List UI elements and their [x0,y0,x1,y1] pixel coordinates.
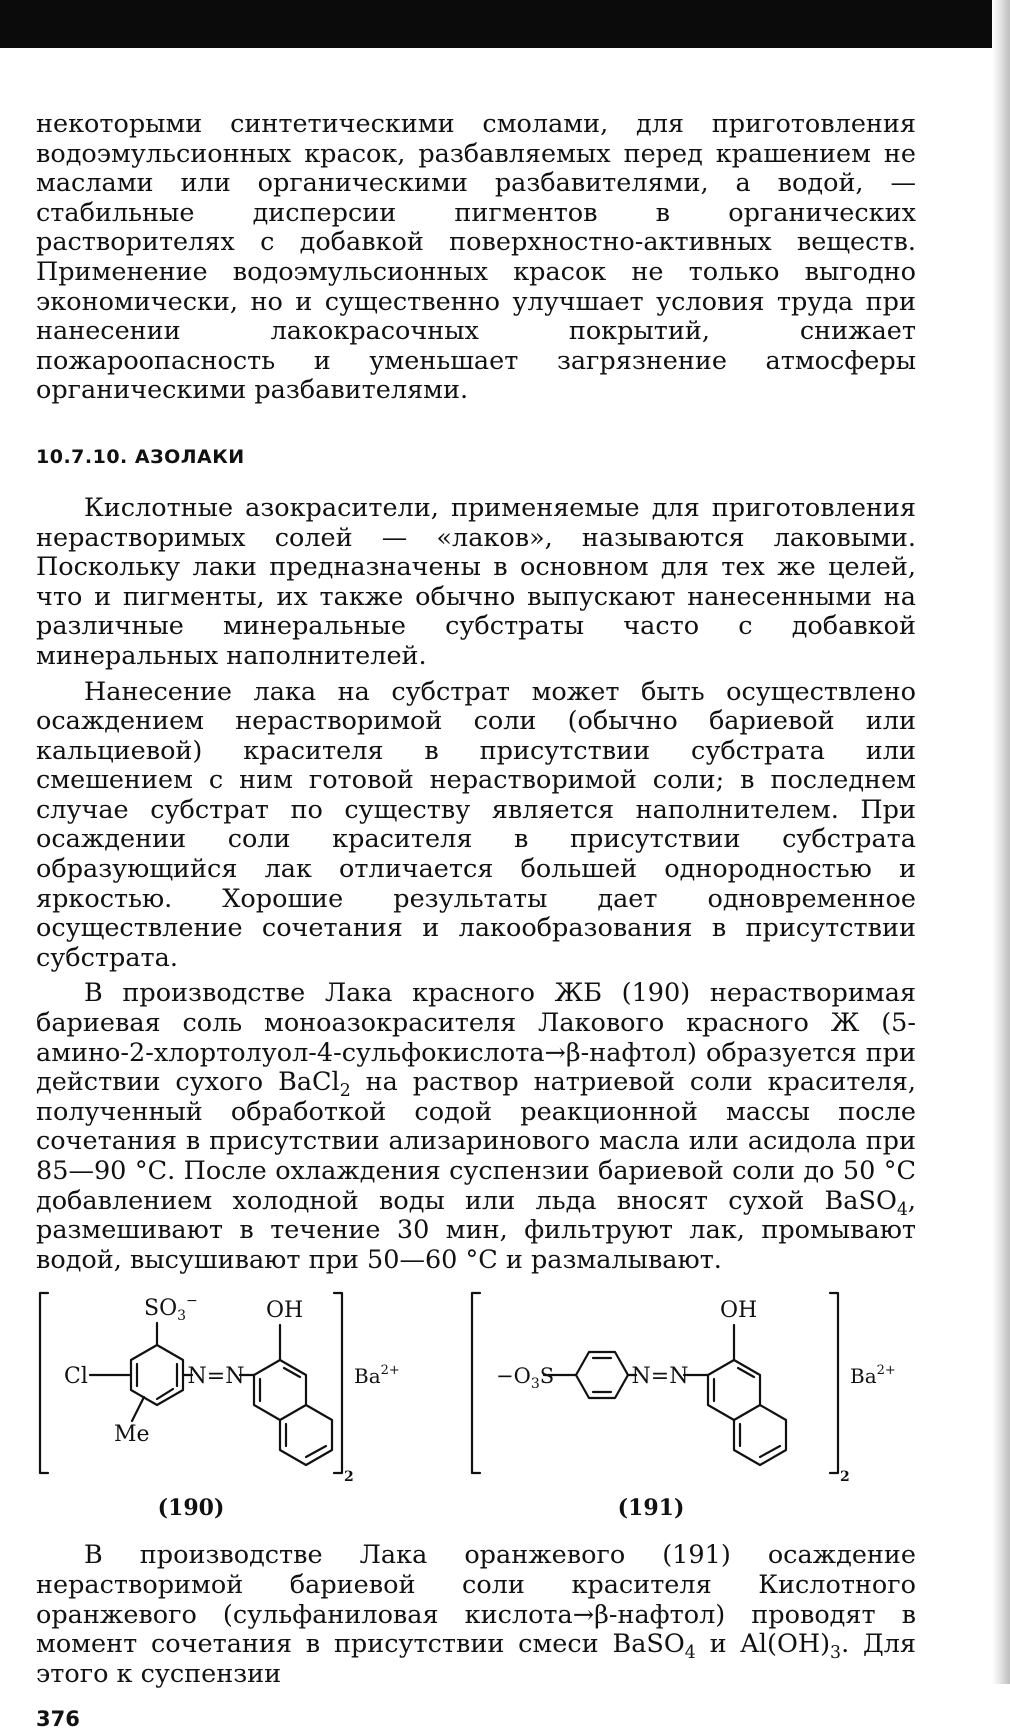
s190-count: 2 [344,1469,354,1486]
s191-compound-number: (191) [617,1495,685,1522]
paragraph-red-lake-production: В производстве Лака красного ЖБ (190) нерастворимая бариевая соль моноазокрасителя Лакового красного Ж (5-амино-2-хлортолуол-4-сульфокислота→β-нафтол) образуется при действии сухого BaCl$_2$ на раствор натриевой соли красителя, полученный обработкой содой реакционной массы после сочетания в присутствии ализаринового масла или асидола при 85—90 °С. После охлаждения суспензии бариевой соли до 50 °С добавлением холодной воды или льда вносят сухой BaSO$_4$, размешивают в течение 30 мин, фильтруют лак, промывают водой, высушивают при 50—60 °С и размалывают. [36,978,916,1275]
section-heading: 10.7.10. АЗОЛАКИ [36,445,245,468]
page-number: 376 [36,1707,80,1731]
scan-right-edge [992,0,1010,1684]
formulas-svg [36,1289,916,1529]
s190-so3-label: $SO_3^-$ [144,1293,198,1325]
s191-oh-label: OH [720,1298,758,1324]
s190-azo-label: N=N [187,1364,245,1390]
s190-compound-number: (190) [157,1495,225,1522]
s190-me-label: Me [114,1422,150,1448]
s190-barium: $Ba^{2+}$ [354,1363,400,1389]
structural-formulas [36,1289,916,1529]
s191-azo-label: N=N [631,1364,689,1390]
book-page [36,110,916,1731]
s190-oh-label: OH [266,1298,304,1324]
s190-cl-label: Cl [64,1364,88,1390]
s191-count: 2 [840,1469,850,1486]
paragraph-lake-deposition: Нанесение лака на субстрат может быть осуществлено осаждением нерастворимой соли (обычно бариевой или кальциевой) красителя в присутствии субстрата или смешением с ним готовой нерастворимой соли; в последнем случае субстрат по существу является наполнителем. При осаждении соли красителя в присутствии субстрата образующийся лак отличается большей однородностью и яркостью. Хорошие результаты дает одновременное осуществление сочетания и лакообразования в присутствии субстрата. [36,676,916,973]
s191-o3s-label: $-O_3S$ [496,1364,555,1393]
paragraph-continuation: некоторыми синтетическими смолами, для приготовления водоэмульсионных красок, разбавляемых перед крашением не маслами или органическими разбавителями, а водой, — стабильные дисперсии пигментов в органических растворителях с добавкой поверхностно-активных веществ. Применение водоэмульсионных красок не только выгодно экономически, но и существенно улучшает условия труда при нанесении лакокрасочных покрытий, снижает пожароопасность и уменьшает загрязнение атмосферы органическими разбавителями. [36,109,916,406]
paragraph-azolaki-intro: Кислотные азокрасители, применяемые для приготовления нерастворимых солей — «лаков», называются лаковыми. Поскольку лаки предназначены в основном для тех же целей, что и пигменты, их также обычно выпускают нанесенными на различные минеральные субстраты часто с добавкой минеральных наполнителей. [36,492,916,671]
paragraph-orange-lake-production: В производстве Лака оранжевого (191) осаждение нерастворимой бариевой соли красителя Кислотного оранжевого (сульфаниловая кислота→β-нафтол) проводят в момент сочетания в присутствии смеси BaSO$_4$ и $Al(OH)_3$. Для этого к суспензии [36,1540,916,1689]
scan-top-border [0,0,1010,48]
s191-barium: $Ba^{2+}$ [850,1363,896,1389]
